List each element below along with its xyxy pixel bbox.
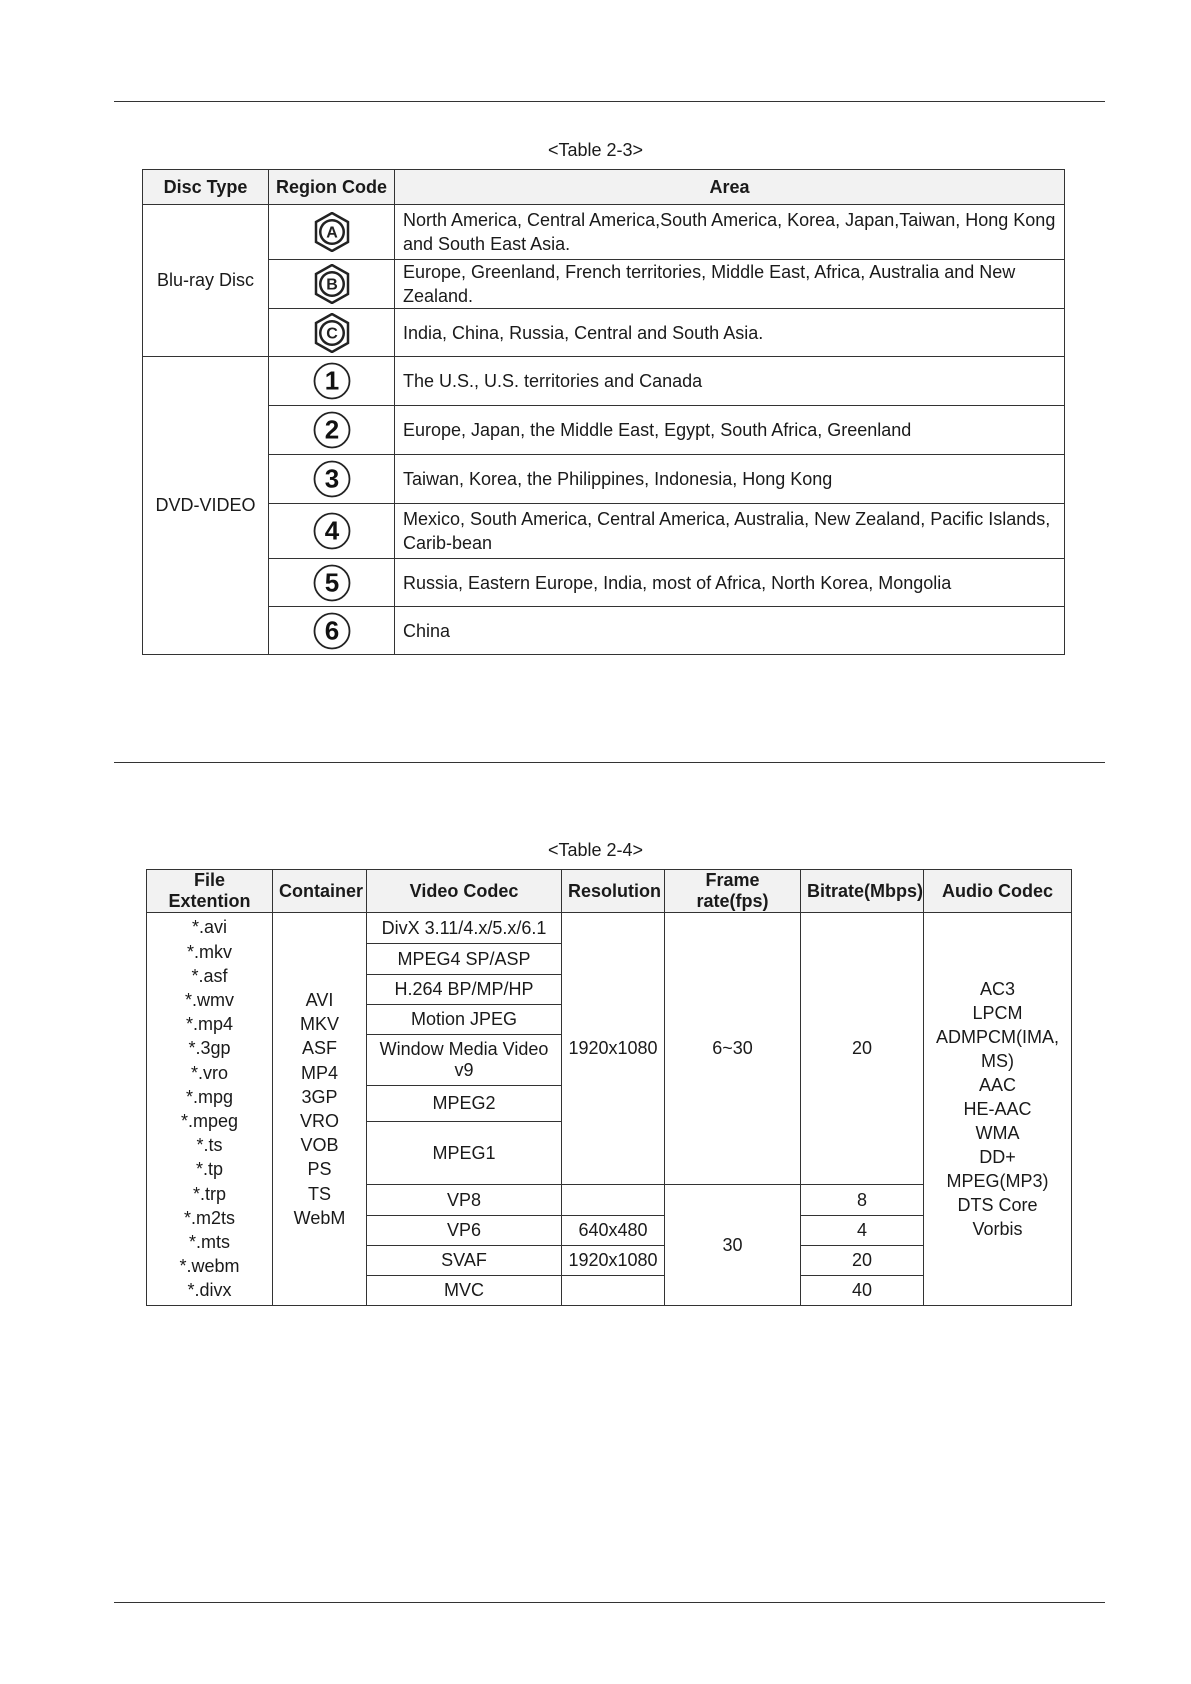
area-cell: China (395, 607, 1065, 655)
list-item: *.3gp (188, 1038, 231, 1059)
disc-type-bluray: Blu-ray Disc (143, 205, 269, 357)
table-row (143, 205, 1065, 260)
table-row (143, 357, 1065, 406)
bitrate-cell: 4 (801, 1216, 924, 1246)
table-header-row (143, 170, 1065, 205)
area-cell: Europe, Japan, the Middle East, Egypt, South Africa, Greenland (395, 406, 1065, 455)
table3-caption: <Table 2-3> (547, 140, 644, 160)
list-item: VRO (299, 1111, 339, 1131)
region-code-letter: A (325, 224, 338, 242)
list-item: *.webm (179, 1256, 240, 1277)
list-item: LPCM (972, 1003, 1023, 1023)
table-row (143, 406, 1065, 455)
list-item: *.ts (196, 1135, 223, 1156)
header-disc-type: Disc Type (143, 170, 269, 205)
area-cell: Mexico, South America, Central America, Australia, New Zealand, Pacific Islands, Carib-bean (395, 504, 1065, 559)
dvd-region-4-icon (269, 504, 395, 559)
list-item: 3GP (301, 1086, 338, 1107)
list-item: *.mkv (187, 941, 232, 962)
list-item: MP4 (300, 1062, 338, 1083)
dvd-region-2-icon (269, 406, 395, 455)
area-cell: Russia, Eastern Europe, India, most of Africa, North Korea, Mongolia (395, 559, 1065, 607)
bitrate-cell: 20 (801, 913, 924, 1185)
list-item: AC3 (979, 979, 1015, 999)
bitrate-cell: 40 (801, 1276, 924, 1306)
header-audio-codec: Audio Codec (924, 870, 1072, 913)
frame-rate-cell: 6~30 (665, 913, 801, 1185)
region-code-number: 5 (324, 567, 339, 597)
list-item: *.mpg (185, 1086, 234, 1107)
header-bitrate: Bitrate(Mbps) (801, 870, 924, 913)
list-item: PS (307, 1159, 332, 1180)
audio-codec-list (924, 913, 1072, 1306)
list-item: *.trp (192, 1183, 226, 1204)
header-area: Area (395, 170, 1065, 205)
list-item: MKV (299, 1014, 339, 1035)
list-item: *.mpeg (180, 1111, 239, 1131)
list-item: HE-AAC (963, 1099, 1032, 1119)
resolution-cell (562, 1185, 665, 1216)
list-item: DTS Core (957, 1195, 1038, 1215)
table-row (143, 260, 1065, 309)
list-item: AAC (978, 1075, 1016, 1095)
file-format-table (146, 869, 1072, 1306)
list-item: WebM (293, 1207, 346, 1228)
table4-caption: <Table 2-4> (547, 840, 644, 860)
middle-rule (114, 762, 1105, 763)
header-video-codec: Video Codec (367, 870, 562, 913)
list-item: *.mts (188, 1232, 230, 1253)
region-code-letter: C (325, 325, 338, 342)
dvd-region-5-icon (269, 559, 395, 607)
area-cell: North America, Central America,South America, Korea, Japan,Taiwan, Hong Kong and South East Asia. (395, 205, 1065, 260)
disc-type-dvd: DVD-VIDEO (143, 357, 269, 655)
video-codec-cell: MPEG4 SP/ASP (367, 944, 562, 975)
bluray-region-b-icon (269, 260, 395, 309)
header-resolution: Resolution (562, 870, 665, 913)
area-cell: India, China, Russia, Central and South Asia. (395, 309, 1065, 357)
bitrate-cell: 20 (801, 1246, 924, 1276)
header-file-extension: File Extention (147, 870, 273, 913)
video-codec-cell: H.264 BP/MP/HP (367, 975, 562, 1005)
list-item: *.tp (195, 1159, 224, 1180)
file-extension-list (147, 913, 273, 1306)
list-item: WMA (975, 1123, 1020, 1143)
area-cell: Taiwan, Korea, the Philippines, Indonesia, Hong Kong (395, 455, 1065, 504)
resolution-cell: 1920x1080 (562, 913, 665, 1185)
table-row (143, 504, 1065, 559)
list-item: DD+ (979, 1147, 1016, 1167)
region-code-number: 3 (324, 463, 339, 494)
list-item: *.vro (190, 1062, 228, 1083)
video-codec-cell: MPEG2 (367, 1086, 562, 1122)
header-container: Container (273, 870, 367, 913)
region-code-table (142, 169, 1065, 655)
bluray-region-a-icon (269, 205, 395, 260)
table-row (143, 455, 1065, 504)
bluray-region-c-icon (269, 309, 395, 357)
list-item: *.avi (191, 917, 227, 938)
list-item: *.wmv (185, 989, 234, 1010)
region-code-number: 1 (324, 365, 339, 396)
video-codec-cell: DivX 3.11/4.x/5.x/6.1 (367, 913, 562, 944)
bottom-rule (114, 1602, 1105, 1603)
list-item: MPEG(MP3) (946, 1171, 1049, 1191)
list-item: *.m2ts (183, 1207, 235, 1228)
video-codec-cell: Motion JPEG (367, 1005, 562, 1035)
region-code-number: 6 (324, 615, 339, 645)
list-item: ASF (301, 1038, 337, 1059)
region-code-number: 4 (324, 515, 339, 546)
resolution-cell: 1920x1080 (562, 1246, 665, 1276)
header-frame-rate: Frame rate(fps) (665, 870, 801, 913)
list-item: TS (307, 1183, 331, 1204)
list-item: VOB (300, 1135, 339, 1156)
video-codec-cell: MPEG1 (367, 1122, 562, 1185)
dvd-region-3-icon (269, 455, 395, 504)
video-codec-cell: VP8 (367, 1185, 562, 1216)
video-codec-cell: Window Media Video v9 (367, 1035, 562, 1086)
list-item: *.asf (191, 965, 228, 986)
table-row (147, 913, 1072, 944)
table-row (143, 559, 1065, 607)
area-cell: Europe, Greenland, French territories, Middle East, Africa, Australia and New Zealand. (395, 260, 1065, 309)
list-item: Vorbis (972, 1219, 1023, 1239)
table-header-row (147, 870, 1072, 913)
resolution-cell: 640x480 (562, 1216, 665, 1246)
area-cell: The U.S., U.S. territories and Canada (395, 357, 1065, 406)
list-item: *.mp4 (185, 1014, 234, 1035)
video-codec-cell: MVC (367, 1276, 562, 1306)
container-list (273, 913, 367, 1306)
list-item: AVI (305, 989, 334, 1010)
header-region-code: Region Code (269, 170, 395, 205)
resolution-cell (562, 1276, 665, 1306)
list-item: ADMPCM(IMA, (936, 1027, 1059, 1047)
list-item: MS) (981, 1051, 1014, 1071)
bitrate-cell: 8 (801, 1185, 924, 1216)
dvd-region-6-icon (269, 607, 395, 655)
frame-rate-cell: 30 (665, 1185, 801, 1306)
video-codec-cell: VP6 (367, 1216, 562, 1246)
table-row (143, 309, 1065, 357)
list-item: *.divx (187, 1280, 232, 1301)
video-codec-cell: SVAF (367, 1246, 562, 1276)
table-row (143, 607, 1065, 655)
region-code-letter: B (325, 276, 338, 294)
region-code-number: 2 (324, 414, 339, 445)
dvd-region-1-icon (269, 357, 395, 406)
top-rule (114, 101, 1105, 102)
